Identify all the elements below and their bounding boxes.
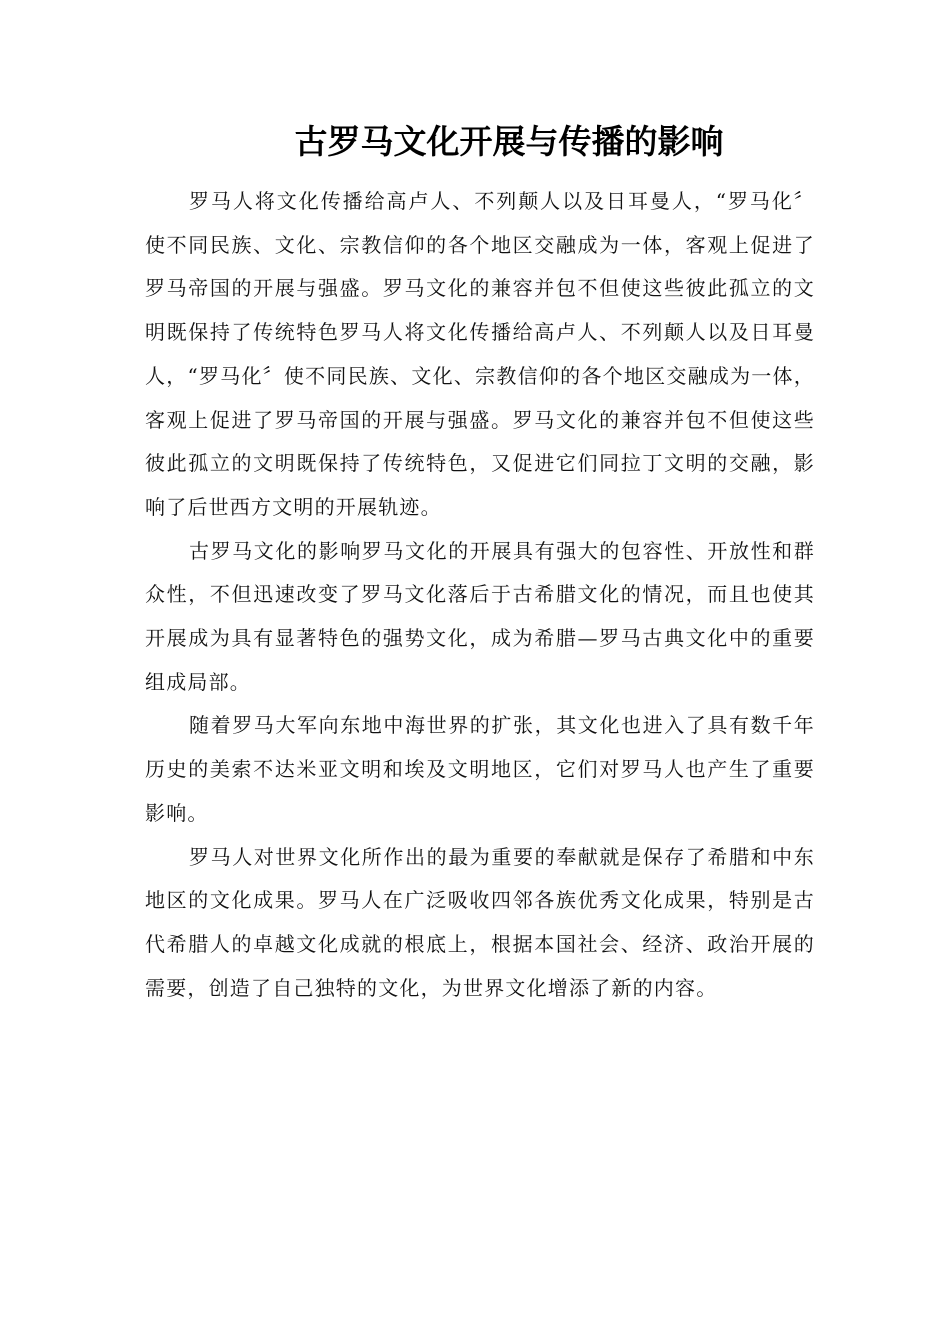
paragraph-4: 罗马人对世界文化所作出的最为重要的奉献就是保存了希腊和中东地区的文化成果。罗马人在广泛吸收四邻各族优秀文化成果，特别是古代希腊人的卓越文化成就的根底上，根据本国社会、经济、政治开展的需要，创造了自己独特的文化，为世界文化增添了新的内容。 xyxy=(145,844,815,1000)
paragraph-2: 古罗马文化的影响罗马文化的开展具有强大的包容性、开放性和群众性，不但迅速改变了罗马文化落后于古希腊文化的情况，而且也使其开展成为具有显著特色的强势文化，成为希腊—罗马古典文化中的重要组成局部。 xyxy=(145,538,815,694)
paragraph-3: 随着罗马大军向东地中海世界的扩张，其文化也进入了具有数千年历史的美索不达米亚文明和埃及文明地区，它们对罗马人也产生了重要影响。 xyxy=(145,713,815,825)
document-title: 古罗马文化开展与传播的影响 xyxy=(294,122,724,161)
paragraph-1: 罗马人将文化传播给高卢人、不列颠人以及日耳曼人，“罗马化〞使不同民族、文化、宗教信仰的各个地区交融成为一体，客观上促进了罗马帝国的开展与强盛。罗马文化的兼容并包不但使这些彼此孤立的文明既保持了传统特色罗马人将文化传播给高卢人、不列颠人以及日耳曼人，“罗马化〞使不同民族、文化、宗教信仰的各个地区交融成为一体，客观上促进了罗马帝国的开展与强盛。罗马文化的兼容并包不但使这些彼此孤立的文明既保持了传统特色，又促进它们同拉丁文明的交融，影响了后世西方文明的开展轨迹。 xyxy=(145,189,815,519)
document-body xyxy=(145,180,815,1010)
